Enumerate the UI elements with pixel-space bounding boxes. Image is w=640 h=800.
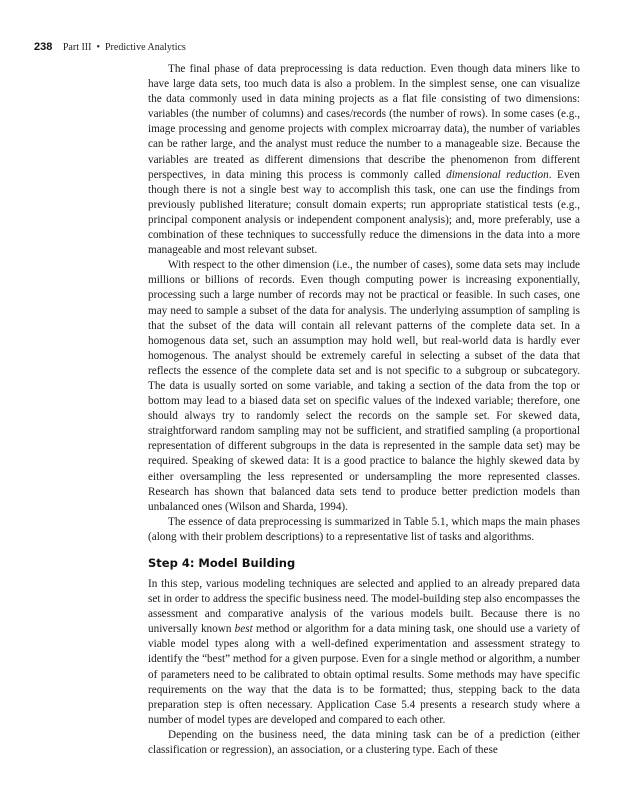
section-label: Predictive Analytics: [104, 42, 186, 53]
body-text-bottom: [148, 577, 580, 758]
paragraph-data-reduction: [148, 62, 580, 258]
header-separator: •: [96, 42, 100, 53]
paragraph-text: The final phase of data preprocessing is data reduction. Even though data miners like to have large data sets, too much data is also a problem. In the simplest sense, one can visualize the data commonly used in data mining projects as a flat file consisting of two dimensions: variables (the number of columns) and cases/records (the number of rows). In some cases (e.g., image processing and genome projects with complex microarray data), the number of variables can be rather large, and the analyst must reduce the number to a manageable size. Because the variables are treated as different dimensions that describe the phenomenon from different perspectives, in data mining this process is commonly called: [148, 63, 580, 181]
emphasis-best: best: [234, 623, 253, 636]
paragraph-sampling: With respect to the other dimension (i.e., the number of cases), some data sets may include millions or billions of records. Even though computing power is increasing exponentially, processing such a large number of records may not be practical or feasible. In such cases, one may need to sample a subset of the data for analysis. The underlying assumption of sampling is that the subset of the data will contain all relevant patterns of the complete data set. In a homogenous data set, such an assumption may hold well, but real-world data is hardly ever homogenous. The analyst should be extremely careful in selecting a subset of the data that reflects the essence of the complete data set and is not specific to a subgroup or subcategory. The data is usually sorted on some variable, and taking a section of the data from the top or bottom may lead to a biased data set on specific values of the indexed variable; therefore, one should always try to randomly select the records on the sample set. For skewed data, straightforward random sampling may not be sufficient, and stratified sampling (a proportional representation of different subgroups in the data is represented in the sample data set) may be required. Speaking of skewed data: It is a good practice to balance the highly skewed data by either oversampling the less represented or undersampling the more represented classes. Research has shown that balanced data sets tend to produce better prediction models than unbalanced ones (Wilson and Sharda, 1994).: [148, 259, 580, 513]
paragraph-model-building: [148, 577, 580, 728]
paragraph-text: In this step, various modeling techniques are selected and applied to an already prepared data set in order to address the specific business need. The model-building step also encompasses the assessment and comparative analysis of the various models built. Because there is no universally known: [148, 578, 580, 636]
paragraph-text: . Even though there is not a single best way to accomplish this task, one can use the findings from previously published literature; consult domain experts; run appropriate statistical tests (e.g., principal component analysis or independent component analysis); and, more preferably, use a combination of these techniques to successfully reduce the dimensions in the data into a more manageable and most relevant subset.: [148, 168, 580, 257]
body-text-top: [148, 62, 580, 545]
section-heading: Step 4: Model Building: [148, 556, 296, 570]
paragraph-table-summary: The essence of data preprocessing is summarized in Table 5.1, which maps the main phases (along with their problem descriptions) to a representative list of tasks and algorithms.: [148, 515, 580, 543]
emphasis-dimensional-reduction: dimensional reduction: [446, 168, 549, 181]
paragraph-business-need: Depending on the business need, the data mining task can be of a prediction (either classification or regression), an association, or a clustering type. Each of these: [148, 728, 580, 757]
page-number: 238: [34, 41, 53, 53]
paragraph-text: method or algorithm for a data mining task, one should use a variety of viable model types along with a well-defined experimentation and assessment strategy to identify the “best” method for a given purpose. Even for a single method or algorithm, a number of parameters need to be calibrated to obtain optimal results. Some methods may have specific requirements on the way that the data is to be formatted; thus, stepping back to the data preparation step is often necessary. Application Case 5.4 presents a research study where a number of model types are developed and compared to each other.: [148, 623, 580, 726]
running-header: [34, 41, 186, 53]
part-label: Part III: [62, 42, 92, 53]
